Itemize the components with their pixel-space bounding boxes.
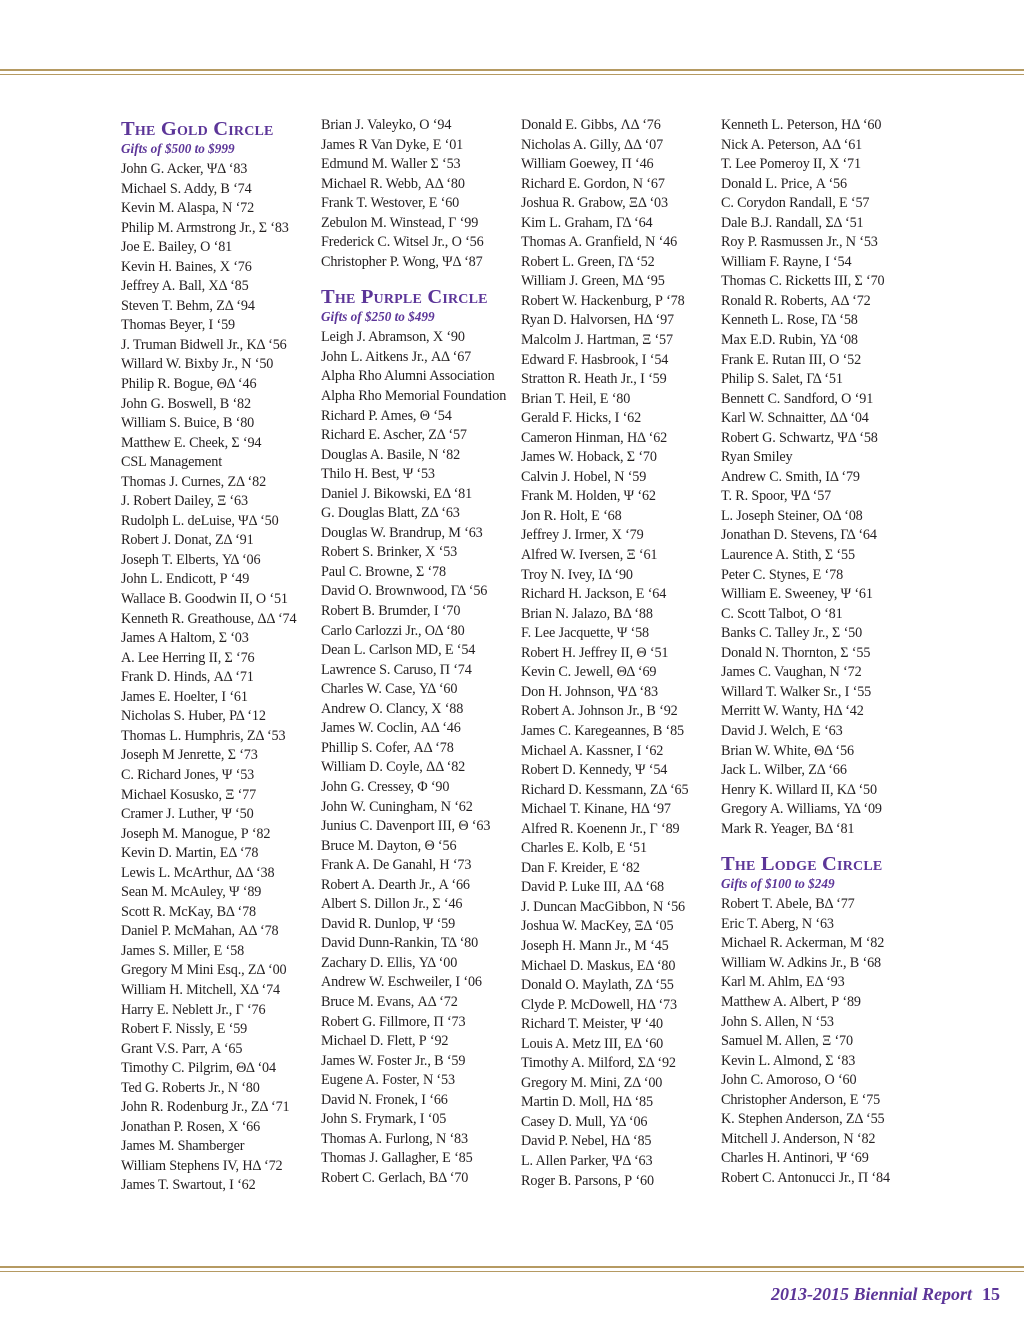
donor-name: Nick A. Peterson, ΑΔ ‘61 <box>721 136 863 153</box>
donor-name: John S. Frymark, Ι ‘05 <box>321 1111 447 1128</box>
donor-name: Gerald F. Hicks, Ι ‘62 <box>521 410 642 427</box>
donor-name: James W. Foster Jr., Β ‘59 <box>321 1052 466 1069</box>
donor-name: Ronald R. Roberts, ΑΔ ‘72 <box>721 292 871 309</box>
donor-name: Thomas J. Gallagher, Ε ‘85 <box>321 1150 473 1167</box>
donor-name: Wallace B. Goodwin II, Ο ‘51 <box>121 591 288 608</box>
column-3 <box>521 116 719 1191</box>
donor-name: James W. Coclin, ΑΔ ‘46 <box>321 720 461 737</box>
donor-name: J. Duncan MacGibbon, Ν ‘56 <box>521 898 685 915</box>
donor-name: Jack L. Wilber, ΖΔ ‘66 <box>721 762 847 779</box>
donor-name: Max E.D. Rubin, ΥΔ ‘08 <box>721 332 858 349</box>
donor-name: Kenneth R. Greathouse, ΔΔ ‘74 <box>121 610 297 627</box>
donor-name: Timothy C. Pilgrim, ΘΔ ‘04 <box>121 1060 276 1077</box>
donor-name: Karl M. Ahlm, ΕΔ ‘93 <box>721 974 845 991</box>
donor-name: Albert S. Dillon Jr., Σ ‘46 <box>321 896 463 913</box>
donor-list <box>121 160 319 1196</box>
donor-name: James W. Hoback, Σ ‘70 <box>521 449 657 466</box>
donor-name: Robert C. Antonucci Jr., Π ‘84 <box>721 1169 890 1186</box>
donor-name: Ted G. Roberts Jr., Ν ‘80 <box>121 1079 260 1096</box>
donor-name: Robert B. Brumder, Ι ‘70 <box>321 603 461 620</box>
donor-name: Charles E. Kolb, Ε ‘51 <box>521 840 647 857</box>
donor-name: Mark R. Yeager, ΒΔ ‘81 <box>721 820 855 837</box>
donor-name: William F. Rayne, Ι ‘54 <box>721 253 852 270</box>
donor-name: John G. Acker, ΨΔ ‘83 <box>121 161 248 177</box>
donor-name: Michael T. Kinane, ΗΔ ‘97 <box>521 801 671 818</box>
donor-name: Thomas L. Humphris, ΖΔ ‘53 <box>121 727 286 744</box>
donor-name: F. Lee Jacquette, Ψ ‘58 <box>521 625 650 642</box>
donor-name: Joseph H. Mann Jr., Μ ‘45 <box>521 937 669 954</box>
donor-name: Zachary D. Ellis, ΥΔ ‘00 <box>321 954 458 971</box>
donor-name: William D. Coyle, ΔΔ ‘82 <box>321 759 466 776</box>
donor-name: Robert A. Dearth Jr., Α ‘66 <box>321 876 470 893</box>
section-subtitle-lodge: Gifts of $100 to $249 <box>721 876 835 892</box>
donor-name: Joe E. Bailey, Ο ‘81 <box>121 239 233 256</box>
donor-name: Michael S. Addy, Β ‘74 <box>121 180 252 197</box>
donor-name: Gregory M. Mini, ΖΔ ‘00 <box>521 1074 663 1091</box>
donor-name: John L. Endicott, Ρ ‘49 <box>121 571 250 588</box>
donor-name: John G. Boswell, Β ‘82 <box>121 395 251 412</box>
donor-name: Samuel M. Allen, Ξ ‘70 <box>721 1033 853 1050</box>
donor-name: Robert L. Green, ΓΔ ‘52 <box>521 253 655 270</box>
donor-name: Bruce M. Dayton, Θ ‘56 <box>321 837 457 854</box>
donor-name: David P. Luke III, ΑΔ ‘68 <box>521 879 664 896</box>
donor-name: James C. Vaughan, Ν ‘72 <box>721 664 862 681</box>
donor-name: Willard T. Walker Sr., Ι ‘55 <box>721 683 872 700</box>
page-footer <box>771 1284 1000 1305</box>
donor-name: Steven T. Behm, ΖΔ ‘94 <box>121 297 255 314</box>
donor-name: Cramer J. Luther, Ψ ‘50 <box>121 806 254 823</box>
donor-name: Andrew W. Eschweiler, Ι ‘06 <box>321 974 482 991</box>
donor-name: James R Van Dyke, Ε ‘01 <box>321 136 464 153</box>
donor-name: Mitchell J. Anderson, Ν ‘82 <box>721 1130 876 1147</box>
donor-name: Robert H. Jeffrey II, Θ ‘51 <box>521 644 669 661</box>
donor-name: John G. Cressey, Φ ‘90 <box>321 778 450 795</box>
donor-name: Frank E. Rutan III, Ο ‘52 <box>721 351 862 368</box>
column-2 <box>321 116 519 1188</box>
donor-name: Robert J. Donat, ΖΔ ‘91 <box>121 532 254 549</box>
donor-name: C. Scott Talbot, Ο ‘81 <box>721 605 843 622</box>
donor-name: Robert C. Gerlach, ΒΔ ‘70 <box>321 1169 469 1186</box>
donor-name: Richard E. Gordon, Ν ‘67 <box>521 175 665 192</box>
column-4 <box>721 116 919 1188</box>
donor-name: C. Corydon Randall, Ε ‘57 <box>721 195 870 212</box>
donor-name: Troy N. Ivey, ΙΔ ‘90 <box>521 566 633 583</box>
donor-name: Michael A. Kassner, Ι ‘62 <box>521 742 664 759</box>
donor-name: Banks C. Talley Jr., Σ ‘50 <box>721 625 863 642</box>
donor-name: Thomas C. Ricketts III, Σ ‘70 <box>721 273 885 290</box>
donor-name: Brian J. Valeyko, Ο ‘94 <box>321 117 452 133</box>
donor-name: Richard T. Meister, Ψ ‘40 <box>521 1016 663 1033</box>
donor-list <box>721 895 919 1188</box>
donor-name: Richard P. Ames, Θ ‘54 <box>321 407 452 424</box>
donor-name: Alpha Rho Alumni Association <box>321 368 495 385</box>
donor-name: James C. Karegeannes, Β ‘85 <box>521 722 684 739</box>
donor-name: John L. Aitkens Jr., ΑΔ ‘67 <box>321 348 472 365</box>
donor-name: Michael D. Flett, Ρ ‘92 <box>321 1033 449 1050</box>
donor-name: Bennett C. Sandford, Ο ‘91 <box>721 390 874 407</box>
donor-name: Gregory A. Williams, ΥΔ ‘09 <box>721 801 882 818</box>
donor-name: Philip M. Armstrong Jr., Σ ‘83 <box>121 219 289 236</box>
donor-name: Kevin L. Almond, Σ ‘83 <box>721 1052 856 1069</box>
donor-name: Thomas J. Curnes, ΖΔ ‘82 <box>121 473 267 490</box>
donor-name: Harry E. Neblett Jr., Γ ‘76 <box>121 1001 266 1018</box>
page-number: 15 <box>982 1284 1000 1304</box>
donor-name: Ryan Smiley <box>721 449 793 466</box>
donor-name: Kevin M. Alaspa, Ν ‘72 <box>121 200 255 217</box>
donor-name: Michael D. Maskus, ΕΔ ‘80 <box>521 957 676 974</box>
donor-name: Frank A. De Ganahl, Η ‘73 <box>321 857 472 874</box>
donor-name: Brian N. Jalazo, ΒΔ ‘88 <box>521 605 653 622</box>
donor-name: Malcolm J. Hartman, Ξ ‘57 <box>521 332 673 349</box>
donor-name: Dan F. Kreider, Ε ‘82 <box>521 859 640 876</box>
donor-name: James M. Shamberger <box>121 1138 245 1155</box>
donor-name: Kevin D. Martin, ΕΔ ‘78 <box>121 845 259 862</box>
bottom-rule <box>0 1266 1024 1275</box>
donor-name: Casey D. Mull, ΥΔ ‘06 <box>521 1113 648 1130</box>
donor-name: Don H. Johnson, ΨΔ ‘83 <box>521 683 658 700</box>
section-title-purple: The Purple Circle <box>321 286 488 309</box>
donor-name: Robert T. Abele, ΒΔ ‘77 <box>721 896 855 913</box>
donor-name: CSL Management <box>121 454 223 471</box>
donor-name: Stratton R. Heath Jr., Ι ‘59 <box>521 371 667 388</box>
donor-name: Bruce M. Evans, ΑΔ ‘72 <box>321 993 458 1010</box>
donor-name: Christopher Anderson, Ε ‘75 <box>721 1091 881 1108</box>
donor-name: William J. Green, ΜΔ ‘95 <box>521 273 665 290</box>
donor-name: David O. Brownwood, ΓΔ ‘56 <box>321 583 488 600</box>
donor-name: T. R. Spoor, ΨΔ ‘57 <box>721 488 832 505</box>
donor-name: James A Haltom, Σ ‘03 <box>121 630 249 647</box>
donor-list <box>721 116 919 839</box>
donor-name: Rudolph L. deLuise, ΨΔ ‘50 <box>121 512 279 529</box>
donor-name: Joshua R. Grabow, ΞΔ ‘03 <box>521 195 668 212</box>
donor-name: Jonathan P. Rosen, Χ ‘66 <box>121 1118 261 1135</box>
donor-name: William Stephens IV, ΗΔ ‘72 <box>121 1157 283 1174</box>
donor-name: Eric T. Aberg, Ν ‘63 <box>721 915 834 932</box>
donor-name: Alpha Rho Memorial Foundation <box>321 388 507 405</box>
donor-name: John W. Cuningham, Ν ‘62 <box>321 798 473 815</box>
donor-name: Karl W. Schnaitter, ΔΔ ‘04 <box>721 410 869 427</box>
donor-name: Nicholas S. Huber, ΡΔ ‘12 <box>121 708 266 725</box>
donor-name: Kevin C. Jewell, ΘΔ ‘69 <box>521 664 657 681</box>
donor-name: Kevin H. Baines, Χ ‘76 <box>121 258 252 275</box>
donor-name: Carlo Carlozzi Jr., ΟΔ ‘80 <box>321 622 465 639</box>
donor-name: Louis A. Metz III, ΕΔ ‘60 <box>521 1035 664 1052</box>
donor-name: William E. Sweeney, Ψ ‘61 <box>721 586 873 603</box>
column-1 <box>121 116 319 1196</box>
donor-name: Nicholas A. Gilly, ΔΔ ‘07 <box>521 136 664 153</box>
donor-name: James E. Hoelter, Ι ‘61 <box>121 688 248 705</box>
donor-name: Christopher P. Wong, ΨΔ ‘87 <box>321 253 483 270</box>
donor-name: Kim L. Graham, ΓΔ ‘64 <box>521 214 653 231</box>
donor-name: Peter C. Stynes, Ε ‘78 <box>721 566 844 583</box>
donor-name: Robert S. Brinker, Χ ‘53 <box>321 544 458 561</box>
donor-name: K. Stephen Anderson, ΖΔ ‘55 <box>721 1111 885 1128</box>
donor-name: Andrew O. Clancy, Χ ‘88 <box>321 700 464 717</box>
donor-name: Michael R. Webb, ΑΔ ‘80 <box>321 175 465 192</box>
donor-name: Eugene A. Foster, Ν ‘53 <box>321 1072 455 1089</box>
donor-name: Jeffrey J. Irmer, Χ ‘79 <box>521 527 644 544</box>
donor-name: Richard D. Kessmann, ΖΔ ‘65 <box>521 781 689 798</box>
donor-name: Roger B. Parsons, Ρ ‘60 <box>521 1172 654 1189</box>
donor-name: David Dunn-Rankin, ΤΔ ‘80 <box>321 935 479 952</box>
donor-name: L. Joseph Steiner, ΟΔ ‘08 <box>721 507 863 524</box>
donor-list <box>321 116 519 272</box>
donor-name: Jon R. Holt, Ε ‘68 <box>521 507 622 524</box>
donor-name: Edmund M. Waller Σ ‘53 <box>321 156 461 173</box>
donor-name: Donald N. Thornton, Σ ‘55 <box>721 644 871 661</box>
donor-name: Donald L. Price, Α ‘56 <box>721 175 847 192</box>
donor-name: James S. Miller, Ε ‘58 <box>121 942 245 959</box>
donor-name: Frank T. Westover, Ε ‘60 <box>321 195 460 212</box>
donor-name: Daniel J. Bikowski, ΕΔ ‘81 <box>321 485 473 502</box>
donor-name: Joseph M Jenrette, Σ ‘73 <box>121 747 258 764</box>
donor-name: T. Lee Pomeroy II, Χ ‘71 <box>721 156 861 173</box>
donor-name: L. Allen Parker, ΨΔ ‘63 <box>521 1152 653 1169</box>
section-subtitle-gold: Gifts of $500 to $999 <box>121 141 235 156</box>
donor-name: Dale B.J. Randall, ΣΔ ‘51 <box>721 214 864 231</box>
donor-name: Scott R. McKay, ΒΔ ‘78 <box>121 903 256 920</box>
donor-name: John C. Amoroso, Ο ‘60 <box>721 1072 857 1089</box>
donor-name: Charles H. Antinori, Ψ ‘69 <box>721 1150 869 1167</box>
donor-list <box>521 116 719 1191</box>
donor-name: Richard H. Jackson, Ε ‘64 <box>521 586 667 603</box>
donor-name: Gregory M Mini Esq., ΖΔ ‘00 <box>121 962 287 979</box>
donor-name: Thomas A. Granfield, Ν ‘46 <box>521 234 678 251</box>
donor-name: Lewis L. McArthur, ΔΔ ‘38 <box>121 864 275 881</box>
donor-name: James T. Swartout, Ι ‘62 <box>121 1177 256 1194</box>
donor-name: G. Douglas Blatt, ΖΔ ‘63 <box>321 505 460 522</box>
donor-name: William Goewey, Π ‘46 <box>521 156 654 173</box>
donor-name: Alfred R. Koenenn Jr., Γ ‘89 <box>521 820 680 837</box>
donor-name: Thomas Beyer, Ι ‘59 <box>121 317 235 334</box>
donor-name: Jonathan D. Stevens, ΓΔ ‘64 <box>721 527 877 544</box>
donor-name: Frederick C. Witsel Jr., Ο ‘56 <box>321 234 484 251</box>
donor-name: Charles W. Case, ΥΔ ‘60 <box>321 681 458 698</box>
donor-name: Merritt W. Wanty, ΗΔ ‘42 <box>721 703 864 720</box>
donor-name: Phillip S. Cofer, ΑΔ ‘78 <box>321 739 454 756</box>
donor-name: Timothy A. Milford, ΣΔ ‘92 <box>521 1055 676 1072</box>
donor-name: William W. Adkins Jr., Β ‘68 <box>721 954 881 971</box>
donor-name: David P. Nebel, ΗΔ ‘85 <box>521 1133 652 1150</box>
donor-name: Kenneth L. Peterson, ΗΔ ‘60 <box>721 117 882 133</box>
donor-name: Leigh J. Abramson, Χ ‘90 <box>321 329 465 346</box>
donor-name: Willard W. Bixby Jr., Ν ‘50 <box>121 356 274 373</box>
donor-name: Brian T. Heil, Ε ‘80 <box>521 390 631 407</box>
donor-name: David J. Welch, Ε ‘63 <box>721 722 843 739</box>
report-title: 2013-2015 Biennial Report <box>770 1284 972 1304</box>
donor-name: A. Lee Herring II, Σ ‘76 <box>121 649 255 666</box>
donor-name: Robert G. Fillmore, Π ‘73 <box>321 1013 466 1030</box>
donor-name: William S. Buice, Β ‘80 <box>121 415 255 432</box>
donor-name: Clyde P. McDowell, ΗΔ ‘73 <box>521 996 677 1013</box>
donor-name: Calvin J. Hobel, Ν ‘59 <box>521 468 647 485</box>
donor-name: Kenneth L. Rose, ΓΔ ‘58 <box>721 312 858 329</box>
donor-name: John S. Allen, Ν ‘53 <box>721 1013 834 1030</box>
donor-name: Daniel P. McMahan, ΑΔ ‘78 <box>121 923 279 940</box>
donor-name: Matthew A. Albert, Ρ ‘89 <box>721 993 861 1010</box>
section-title-gold: The Gold Circle <box>121 118 274 140</box>
donor-name: Douglas A. Basile, Ν ‘82 <box>321 446 461 463</box>
donor-name: Laurence A. Stith, Σ ‘55 <box>721 547 855 564</box>
donor-name: J. Truman Bidwell Jr., ΚΔ ‘56 <box>121 336 287 353</box>
donor-name: Grant V.S. Parr, Α ‘65 <box>121 1040 243 1057</box>
donor-name: Junius C. Davenport III, Θ ‘63 <box>321 818 491 835</box>
donor-name: Douglas W. Brandrup, Μ ‘63 <box>321 524 483 541</box>
donor-name: Donald E. Gibbs, ΛΔ ‘76 <box>521 117 661 133</box>
donor-name: Thilo H. Best, Ψ ‘53 <box>321 466 435 483</box>
donor-name: Sean M. McAuley, Ψ ‘89 <box>121 884 262 901</box>
donor-list <box>321 328 519 1188</box>
donor-name: Roy P. Rasmussen Jr., Ν ‘53 <box>721 234 878 251</box>
donor-name: Brian W. White, ΘΔ ‘56 <box>721 742 854 759</box>
donor-name: Philip R. Bogue, ΘΔ ‘46 <box>121 376 257 393</box>
donor-name: Joshua W. MacKey, ΞΔ ‘05 <box>521 918 674 935</box>
donor-name: David R. Dunlop, Ψ ‘59 <box>321 915 456 932</box>
section-subtitle-purple: Gifts of $250 to $499 <box>321 309 435 325</box>
donor-name: Richard E. Ascher, ΖΔ ‘57 <box>321 427 467 444</box>
donor-name: Joseph M. Manogue, Ρ ‘82 <box>121 825 271 842</box>
donor-name: Robert W. Hackenburg, Ρ ‘78 <box>521 292 685 309</box>
donor-name: Zebulon M. Winstead, Γ ‘99 <box>321 214 479 231</box>
donor-name: Robert D. Kennedy, Ψ ‘54 <box>521 762 668 779</box>
donor-name: Ryan D. Halvorsen, ΗΔ ‘97 <box>521 312 674 329</box>
donor-name: Andrew C. Smith, ΙΔ ‘79 <box>721 468 860 485</box>
donor-name: Cameron Hinman, ΗΔ ‘62 <box>521 429 668 446</box>
donor-name: Michael Kosusko, Ξ ‘77 <box>121 786 257 803</box>
donor-name: Joseph T. Elberts, ΥΔ ‘06 <box>121 551 261 568</box>
donor-name: David N. Fronek, Ι ‘66 <box>321 1091 448 1108</box>
donor-name: C. Richard Jones, Ψ ‘53 <box>121 766 255 783</box>
donor-name: Matthew E. Cheek, Σ ‘94 <box>121 434 262 451</box>
donor-name: Philip S. Salet, ΓΔ ‘51 <box>721 371 843 388</box>
donor-name: Michael R. Ackerman, Μ ‘82 <box>721 935 885 952</box>
donor-name: J. Robert Dailey, Ξ ‘63 <box>121 493 248 510</box>
donor-name: Edward F. Hasbrook, Ι ‘54 <box>521 351 669 368</box>
donor-name: William H. Mitchell, ΧΔ ‘74 <box>121 981 280 998</box>
donor-name: Jeffrey A. Ball, ΧΔ ‘85 <box>121 278 249 295</box>
donor-name: Donald O. Maylath, ΖΔ ‘55 <box>521 977 674 994</box>
donor-name: Frank D. Hinds, ΑΔ ‘71 <box>121 669 254 686</box>
donor-name: Paul C. Browne, Σ ‘78 <box>321 563 446 580</box>
donor-name: Alfred W. Iversen, Ξ ‘61 <box>521 547 658 564</box>
donor-name: Robert A. Johnson Jr., Β ‘92 <box>521 703 678 720</box>
donor-name: John R. Rodenburg Jr., ΖΔ ‘71 <box>121 1099 290 1116</box>
donor-name: Lawrence S. Caruso, Π ‘74 <box>321 661 472 678</box>
donor-name: Frank M. Holden, Ψ ‘62 <box>521 488 656 505</box>
donor-name: Robert F. Nissly, Ε ‘59 <box>121 1021 248 1038</box>
donor-name: Martin D. Moll, ΗΔ ‘85 <box>521 1094 653 1111</box>
donor-name: Robert G. Schwartz, ΨΔ ‘58 <box>721 429 878 446</box>
top-rule <box>0 69 1024 78</box>
donor-name: Thomas A. Furlong, Ν ‘83 <box>321 1130 468 1147</box>
donor-name: Dean L. Carlson MD, Ε ‘54 <box>321 642 476 659</box>
donor-name: Henry K. Willard II, ΚΔ ‘50 <box>721 781 877 798</box>
section-title-lodge: The Lodge Circle <box>721 853 883 876</box>
